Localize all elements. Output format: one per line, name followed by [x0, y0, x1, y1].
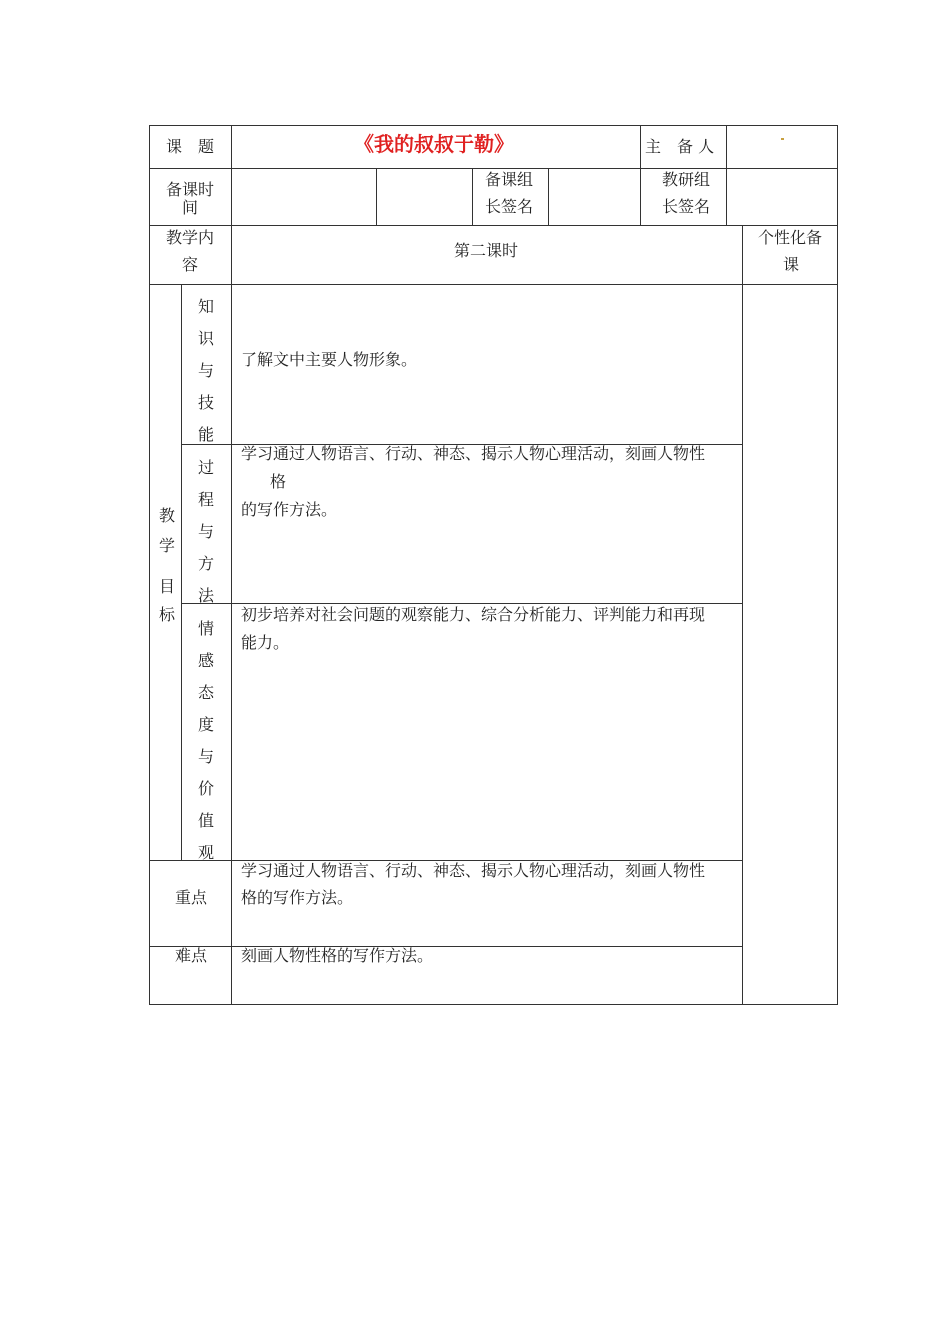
table-top-border	[149, 125, 838, 126]
knowledge-label-char: 知	[197, 297, 214, 316]
emotion-label-char: 感	[197, 651, 214, 670]
process-label-char: 程	[197, 490, 214, 509]
emotion-label-char: 情	[197, 619, 214, 638]
row-divider	[149, 284, 838, 285]
process-label-char: 法	[197, 586, 214, 605]
prep-time-label: 间	[182, 198, 199, 217]
table-right-border	[837, 125, 838, 1005]
personal-prep-label: 个性化备	[758, 228, 823, 247]
column-divider	[640, 125, 641, 226]
objectives-label-char: 标	[158, 605, 175, 624]
objectives-label-char: 目	[158, 577, 175, 596]
key-point-text: 学习通过人物语言、行动、神态、揭示人物心理活动，刻画人物性	[241, 861, 706, 880]
emotion-text: 初步培养对社会问题的观察能力、综合分析能力、评判能力和再现	[241, 605, 706, 624]
research-leader-label: 教研组	[662, 170, 711, 189]
objectives-label-char: 教	[158, 506, 175, 525]
column-divider	[231, 125, 232, 285]
emotion-text: 能力。	[241, 633, 290, 652]
process-label-char: 方	[197, 554, 214, 573]
column-divider	[181, 284, 182, 861]
topic-label: 课 题	[166, 137, 215, 156]
preparer-label: 主 备 人	[645, 137, 715, 156]
column-divider	[231, 860, 232, 1005]
emotion-label-char: 价	[197, 779, 214, 798]
prep-time-label: 备课时	[166, 180, 215, 199]
process-text: 的写作方法。	[241, 500, 338, 519]
column-divider	[376, 168, 377, 226]
knowledge-label-char: 能	[197, 425, 214, 444]
table-left-border	[149, 125, 150, 1005]
emotion-label-char: 观	[197, 843, 214, 862]
column-divider	[548, 168, 549, 226]
process-text: 格	[270, 472, 287, 491]
process-text: 学习通过人物语言、行动、神态、揭示人物心理活动，刻画人物性	[241, 444, 706, 463]
content-label: 教学内	[166, 228, 215, 247]
knowledge-label-char: 与	[197, 361, 214, 380]
process-label-char: 过	[197, 458, 214, 477]
column-divider	[472, 168, 473, 226]
personal-prep-label: 课	[783, 255, 800, 274]
knowledge-text: 了解文中主要人物形象。	[241, 350, 418, 369]
key-point-text: 格的写作方法。	[241, 888, 354, 907]
content-label: 容	[182, 255, 199, 274]
objectives-label-char: 学	[158, 536, 175, 555]
knowledge-label-char: 识	[197, 329, 214, 348]
row-divider	[149, 168, 838, 169]
mark-dot	[781, 138, 784, 140]
column-divider	[742, 225, 743, 1005]
session-label: 第二课时	[454, 241, 519, 260]
difficulty-text: 刻画人物性格的写作方法。	[241, 946, 434, 965]
key-point-label: 重点	[175, 888, 208, 907]
row-divider	[149, 946, 742, 947]
emotion-label-char: 度	[197, 715, 214, 734]
group-leader-label: 备课组	[485, 170, 534, 189]
column-divider	[726, 125, 727, 226]
objectives-label	[157, 500, 177, 632]
knowledge-label-char: 技	[197, 393, 214, 412]
emotion-label-char: 值	[197, 811, 214, 830]
process-label-char: 与	[197, 522, 214, 541]
table-bottom-border	[149, 1004, 838, 1005]
emotion-label-char: 态	[197, 683, 214, 702]
row-divider	[149, 225, 838, 226]
emotion-label	[196, 613, 216, 869]
process-label	[196, 452, 216, 612]
row-divider	[181, 603, 742, 604]
column-divider	[231, 284, 232, 861]
emotion-label-char: 与	[197, 747, 214, 766]
lesson-title: 《我的叔叔于勒》	[354, 132, 514, 156]
knowledge-label	[196, 291, 216, 451]
group-leader-label: 长签名	[485, 197, 534, 216]
difficulty-label: 难点	[175, 946, 208, 965]
research-leader-label: 长签名	[662, 197, 711, 216]
